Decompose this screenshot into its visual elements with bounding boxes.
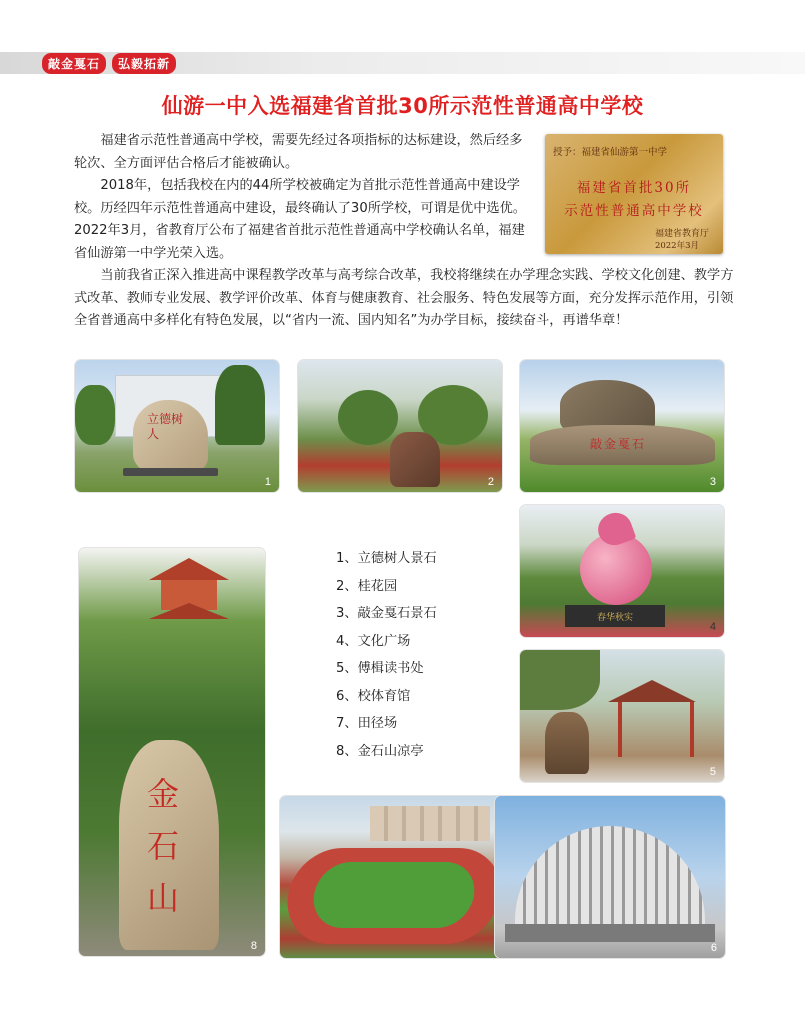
photo-legend — [336, 545, 437, 765]
article-title: 仙游一中入选福建省首批30所示范性普通高中学校 — [161, 94, 644, 118]
tree-shape — [75, 385, 115, 445]
tree-shape — [520, 650, 600, 710]
plaque-issuer: 福建省教育厅 — [654, 229, 709, 239]
stone-inscription: 敲金戛石 — [590, 437, 647, 451]
article-paragraph-1: 福建省示范性普通高中学校，需要先经过各项指标的达标建设，然后经多轮次、全方面评估合格后才能被确认。 — [74, 133, 523, 171]
photo-qiaojin-jiashi-stone — [520, 360, 724, 492]
legend-item: 3、敲金戛石景石 — [336, 606, 437, 621]
article-paragraph-3: 当前我省正深入推进高中课程教学改革与高考综合改革，我校将继续在办学理念实践、学校文化创建、教学方式改革、教师专业发展、教学评价改革、体育与健康教育、社会服务、特色发展等方面，充分发挥示范作用，引领全省普通高中多样化有特色发展，以“省内一流、国内知名”为办学目标，接续奋斗，再谱华章！ — [74, 268, 734, 328]
stone-inscription: 金石山 — [147, 775, 180, 917]
pavilion-roof-shape — [149, 558, 229, 580]
photo-number: 5 — [709, 766, 716, 778]
statue-shape — [545, 712, 589, 774]
photo-number: 3 — [709, 476, 716, 488]
photo-number: 6 — [710, 942, 717, 954]
gym-dome-shape — [515, 826, 705, 936]
award-plaque — [545, 134, 723, 254]
plinth-shape — [565, 605, 665, 627]
plaque-date: 2022年3月 — [654, 241, 699, 251]
stone-shape — [390, 432, 440, 487]
plaque-awardee: 授予：福建省仙游第一中学 — [553, 147, 668, 158]
stone-shape — [133, 400, 208, 472]
photo-culture-square — [520, 505, 724, 637]
legend-item: 2、桂花园 — [336, 578, 398, 594]
motto-badge-2: 弘毅拓新 — [112, 53, 176, 74]
article-paragraph-2: 2018年，包括我校在内的44所学校被确定为首批示范性普通高中建设学校。历经四年示范性普通高中建设，最终确认了30所学校，可谓是优中选优。2022年3月，省教育厅公布了福建省首批示范性普通高中学校确认名单，福建省仙游第一中学光荣入选。 — [74, 178, 526, 261]
photo-lide-shuren-stone — [75, 360, 279, 492]
photo-number: 8 — [250, 940, 257, 952]
stone-shape — [119, 740, 219, 950]
photo-gymnasium — [495, 796, 725, 958]
legend-item: 1、立德树人景石 — [336, 551, 437, 566]
photo-jinshishan-pavilion — [79, 548, 265, 956]
stone-inscription: 立德树人 — [147, 412, 184, 441]
photo-track-field — [280, 796, 510, 958]
legend-item: 5、傅楫读书处 — [336, 661, 424, 676]
photo-number: 2 — [487, 476, 494, 488]
stone-base-shape — [123, 468, 218, 476]
photo-number: 1 — [264, 476, 271, 488]
legend-item: 7、田径场 — [336, 716, 398, 731]
photo-osmanthus-garden — [298, 360, 502, 492]
legend-item: 8、金石山凉亭 — [336, 743, 424, 759]
motto-badge-1: 敲金戛石 — [42, 53, 106, 74]
plaque-title-line-1: 福建省首批30所 — [576, 180, 692, 196]
legend-item: 4、文化广场 — [336, 633, 411, 649]
pavilion-pillars-shape — [618, 702, 694, 757]
buildings-shape — [370, 806, 490, 841]
photo-fuji-reading-place — [520, 650, 724, 782]
field-shape — [309, 862, 478, 928]
gym-base-shape — [505, 924, 715, 942]
stone-shape — [530, 425, 715, 465]
plaque-title-line-2: 示范性普通高中学校 — [564, 203, 704, 219]
legend-item: 6、校体育馆 — [336, 688, 411, 704]
plinth-inscription: 春华秋实 — [596, 613, 633, 623]
tree-shape — [215, 365, 265, 445]
motto-badges — [42, 53, 176, 74]
photo-number: 4 — [709, 621, 716, 633]
pavilion-roof-shape — [608, 680, 696, 702]
tree-shape — [338, 390, 398, 445]
